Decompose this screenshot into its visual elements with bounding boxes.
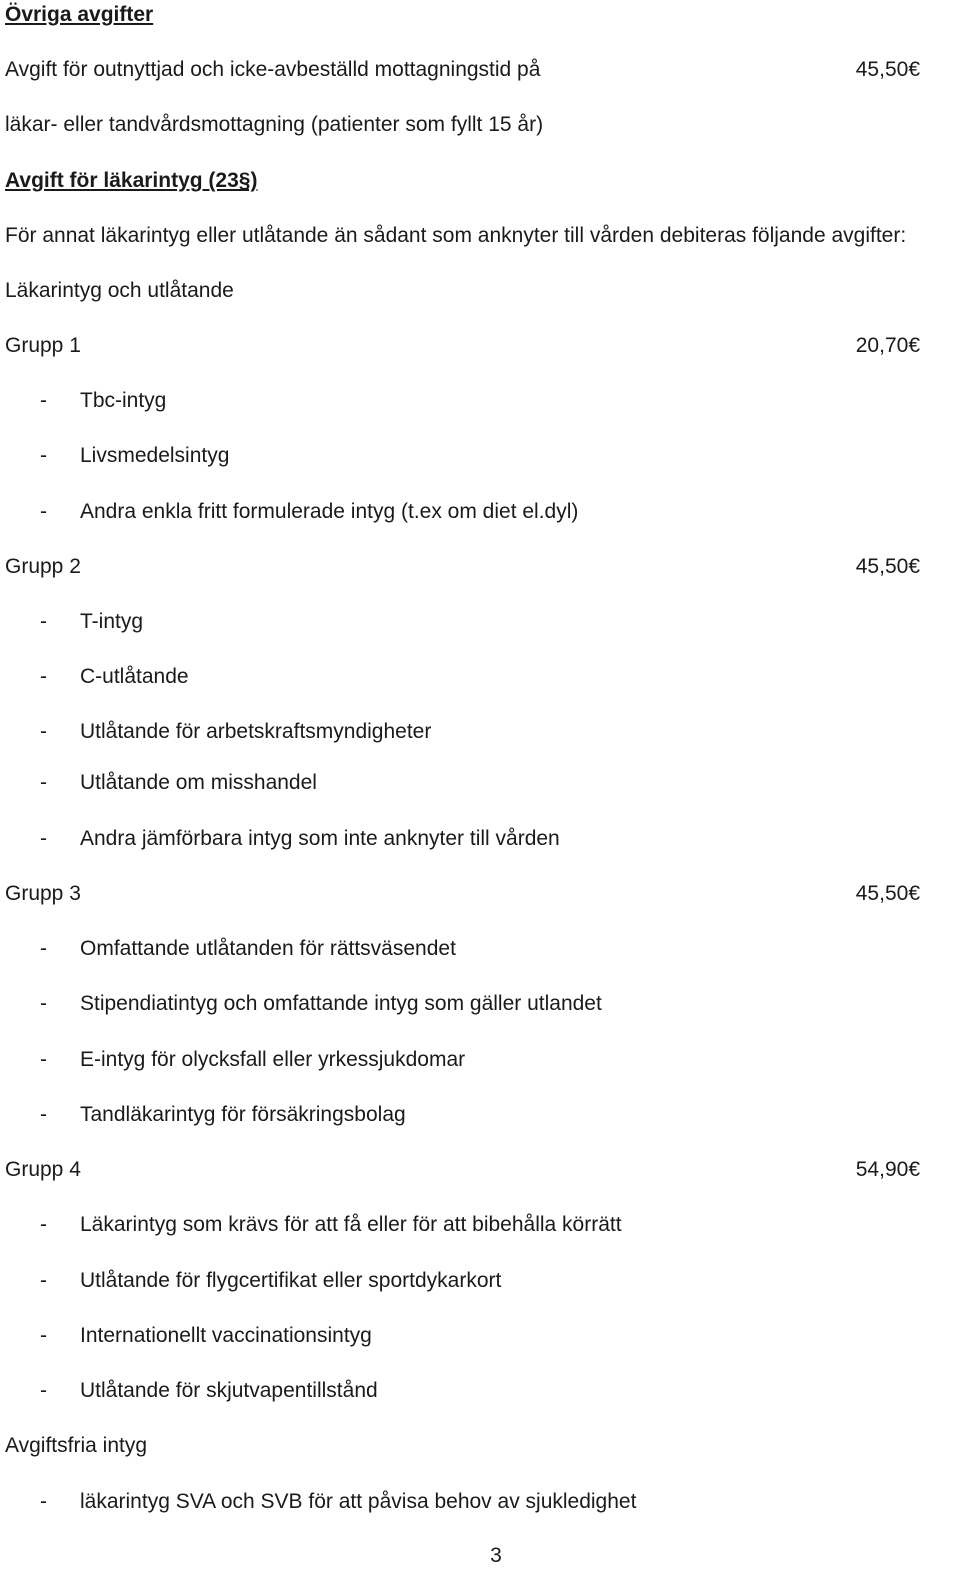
outnyttjad-line-2: läkar- eller tandvårdsmottagning (patienter som fyllt 15 år) <box>5 113 544 136</box>
list-item: - Utlåtande för flygcertifikat eller sportdykarkort <box>40 1266 920 1296</box>
dash: - <box>40 1324 47 1347</box>
outnyttjad-text: Avgift för outnyttjad och icke-avbeställd mottagningstid på <box>5 58 541 81</box>
dash: - <box>40 500 47 523</box>
list-item: - Utlåtande för skjutvapentillstånd <box>40 1376 920 1406</box>
dash: - <box>40 665 47 688</box>
dash: - <box>40 1269 47 1292</box>
dash: - <box>40 937 47 960</box>
subheading-lakarintyg-utlatande: Läkarintyg och utlåtande <box>5 279 234 302</box>
dash: - <box>40 1103 47 1126</box>
dash: - <box>40 444 47 467</box>
list-item: - Andra enkla fritt formulerade intyg (t.ex om diet el.dyl) <box>40 497 920 527</box>
list-item: - E-intyg för olycksfall eller yrkessjukdomar <box>40 1045 920 1075</box>
list-item: - Omfattande utlåtanden för rättsväsendet <box>40 934 920 964</box>
avgiftsfria-label: Avgiftsfria intyg <box>5 1434 148 1457</box>
heading-avgift-lakarintyg: Avgift för läkarintyg (23§) <box>5 169 258 192</box>
group-row-1 <box>5 331 920 361</box>
list-item: - Tbc-intyg <box>40 386 920 416</box>
group-amount: 54,90€ <box>855 1158 920 1181</box>
group-label: Grupp 4 <box>5 1158 81 1181</box>
list-item: - Internationellt vaccinationsintyg <box>40 1321 920 1351</box>
dash: - <box>40 1379 47 1402</box>
dash: - <box>40 771 47 794</box>
list-item: - Stipendiatintyg och omfattande intyg som gäller utlandet <box>40 989 920 1019</box>
dash: - <box>40 389 47 412</box>
dash: - <box>40 1490 47 1513</box>
dash: - <box>40 610 47 633</box>
group-row-4 <box>5 1155 920 1185</box>
list-item: - T-intyg <box>40 607 920 637</box>
group-label: Grupp 2 <box>5 555 81 578</box>
group-amount: 45,50€ <box>855 555 920 578</box>
list-item: - Tandläkarintyg för försäkringsbolag <box>40 1100 920 1130</box>
list-item: - läkarintyg SVA och SVB för att påvisa behov av sjukledighet <box>40 1487 920 1517</box>
intro-text: För annat läkarintyg eller utlåtande än sådant som anknyter till vården debiteras följande avgifter: <box>5 224 907 247</box>
list-item: - Läkarintyg som krävs för att få eller för att bibehålla körrätt <box>40 1210 920 1240</box>
group-amount: 20,70€ <box>855 334 920 357</box>
list-item: - Utlåtande för arbetskraftsmyndigheter <box>40 717 920 747</box>
list-item: - Livsmedelsintyg <box>40 441 920 471</box>
group-label: Grupp 3 <box>5 882 81 905</box>
dash: - <box>40 720 47 743</box>
group-row-2 <box>5 552 920 582</box>
list-item: - Andra jämförbara intyg som inte anknyter till vården <box>40 824 920 854</box>
list-item: - Utlåtande om misshandel <box>40 768 920 798</box>
page-number: 3 <box>490 1544 502 1567</box>
dash: - <box>40 1213 47 1236</box>
dash: - <box>40 827 47 850</box>
group-row-3 <box>5 879 920 909</box>
dash: - <box>40 1048 47 1071</box>
list-item: - C-utlåtande <box>40 662 920 692</box>
outnyttjad-amount: 45,50€ <box>855 58 920 81</box>
dash: - <box>40 992 47 1015</box>
outnyttjad-line-1 <box>5 55 920 85</box>
heading-ovriga-avgifter: Övriga avgifter <box>5 3 154 26</box>
group-label: Grupp 1 <box>5 334 81 357</box>
group-amount: 45,50€ <box>855 882 920 905</box>
